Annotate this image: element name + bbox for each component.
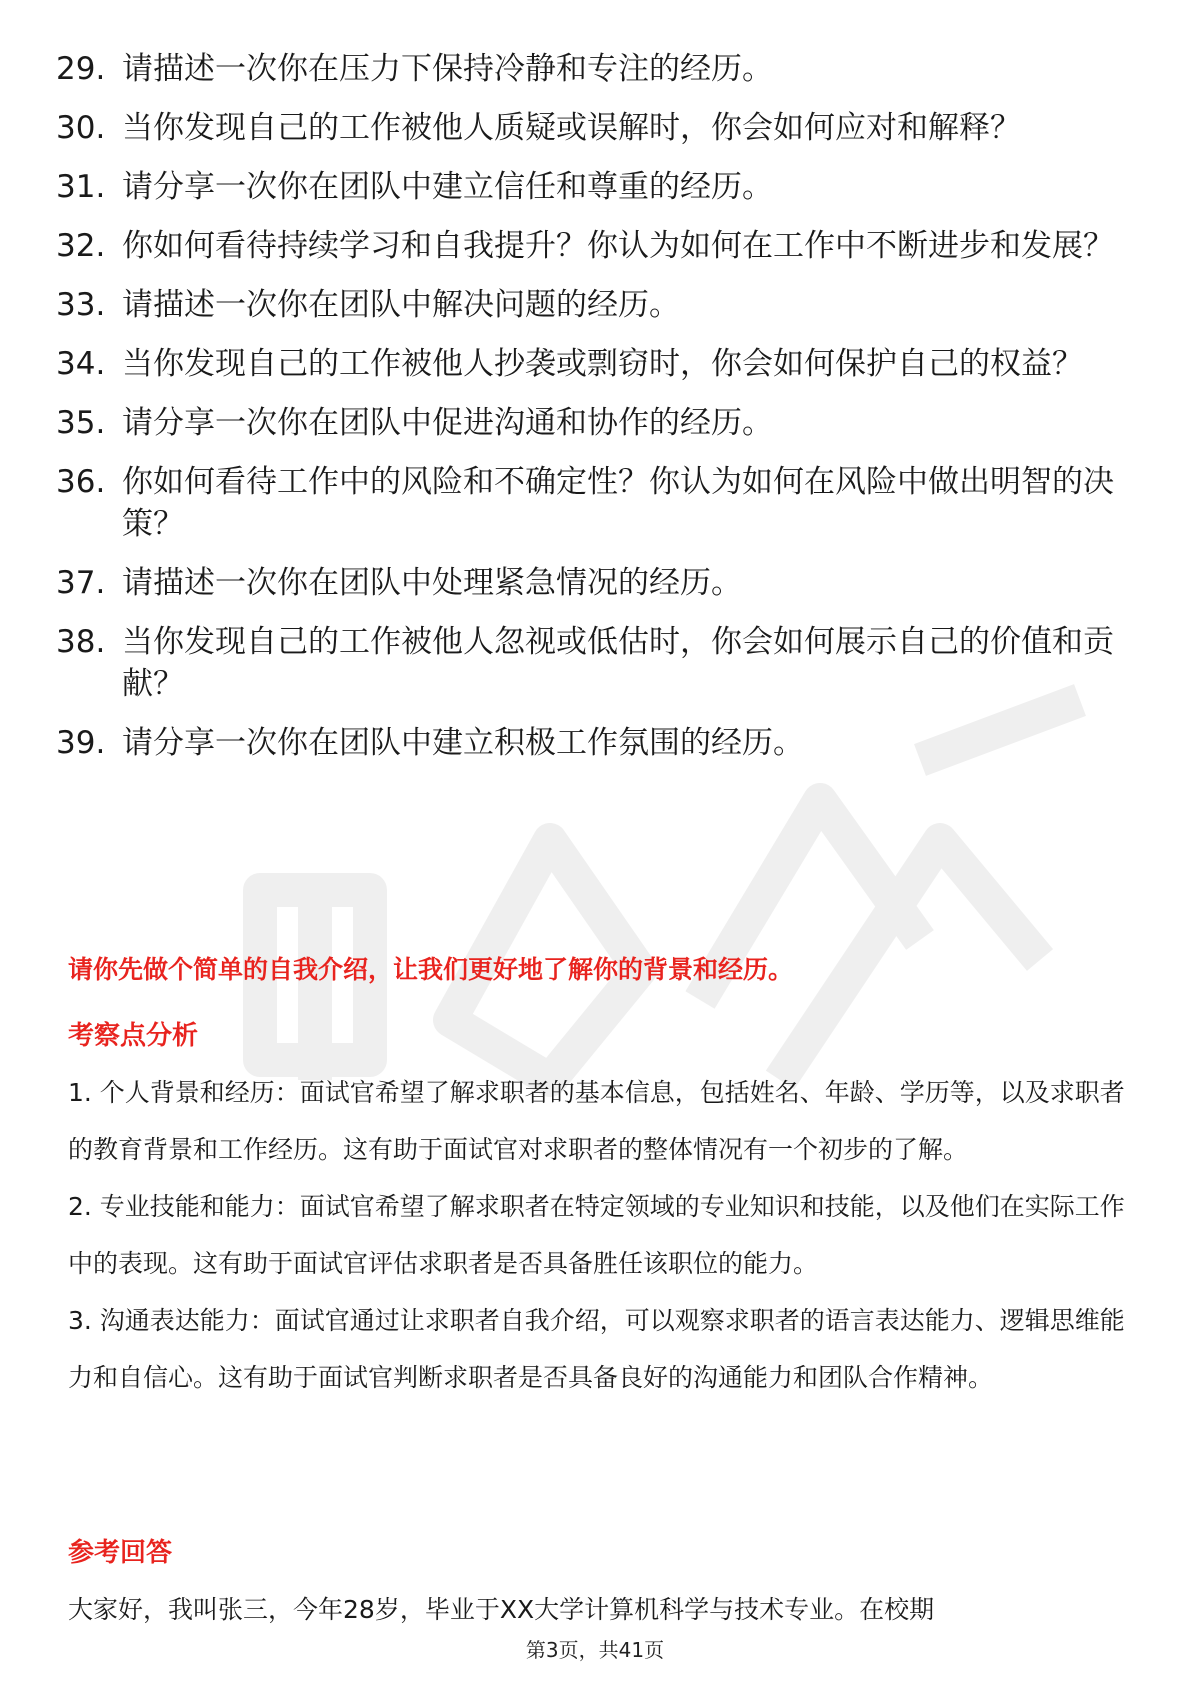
item-number: 32. (56, 228, 106, 264)
item-number: 37. (56, 565, 106, 601)
item-number: 35. (56, 405, 106, 441)
item-number: 38. (56, 624, 106, 660)
list-item (56, 621, 1116, 705)
list-item (56, 562, 1116, 604)
list-item (56, 166, 1116, 208)
list-item (56, 461, 1116, 545)
item-number: 29. (56, 51, 106, 87)
item-number: 30. (56, 110, 106, 146)
item-number: 31. (56, 169, 106, 205)
question-list (56, 48, 1116, 781)
list-item (56, 402, 1116, 444)
list-item (56, 343, 1116, 385)
item-text: 你如何看待持续学习和自我提升？你认为如何在工作中不断进步和发展？ (122, 228, 1114, 264)
list-item (56, 284, 1116, 326)
item-text: 请描述一次你在压力下保持冷静和专注的经历。 (122, 51, 773, 87)
list-item (56, 722, 1116, 764)
analysis-body (68, 1064, 1128, 1406)
item-number: 36. (56, 464, 106, 500)
analysis-point: 3. 沟通表达能力：面试官通过让求职者自我介绍，可以观察求职者的语言表达能力、逻辑思维能力和自信心。这有助于面试官判断求职者是否具备良好的沟通能力和团队合作精神。 (68, 1306, 1125, 1392)
item-text: 当你发现自己的工作被他人质疑或误解时，你会如何应对和解释？ (122, 110, 1021, 146)
list-item (56, 48, 1116, 90)
item-text: 请分享一次你在团队中建立积极工作氛围的经历。 (122, 725, 804, 761)
item-text: 请分享一次你在团队中促进沟通和协作的经历。 (122, 405, 773, 441)
analysis-point: 2. 专业技能和能力：面试官希望了解求职者在特定领域的专业知识和技能，以及他们在实际工作中的表现。这有助于面试官评估求职者是否具备胜任该职位的能力。 (68, 1192, 1125, 1278)
answer-heading: 参考回答 (68, 1538, 173, 1568)
item-text: 你如何看待工作中的风险和不确定性？你认为如何在风险中做出明智的决策？ (122, 464, 1114, 542)
item-number: 39. (56, 725, 106, 761)
analysis-point: 1. 个人背景和经历：面试官希望了解求职者的基本信息，包括姓名、年龄、学历等，以及求职者的教育背景和工作经历。这有助于面试官对求职者的整体情况有一个初步的了解。 (68, 1078, 1125, 1164)
list-item (56, 107, 1116, 149)
item-text: 请分享一次你在团队中建立信任和尊重的经历。 (122, 169, 773, 205)
item-text: 请描述一次你在团队中处理紧急情况的经历。 (122, 565, 742, 601)
item-number: 34. (56, 346, 106, 382)
featured-question: 请你先做个简单的自我介绍，让我们更好地了解你的背景和经历。 (68, 955, 794, 984)
item-text: 请描述一次你在团队中解决问题的经历。 (122, 287, 680, 323)
list-item (56, 225, 1116, 267)
analysis-heading: 考察点分析 (68, 1021, 199, 1051)
item-text: 当你发现自己的工作被他人忽视或低估时，你会如何展示自己的价值和贡献？ (122, 624, 1114, 702)
item-number: 33. (56, 287, 106, 323)
item-text: 当你发现自己的工作被他人抄袭或剽窃时，你会如何保护自己的权益？ (122, 346, 1083, 382)
answer-text: 大家好，我叫张三，今年28岁，毕业于XX大学计算机科学与技术专业。在校期 (68, 1595, 935, 1624)
page-footer: 第3页，共41页 (525, 1638, 665, 1662)
